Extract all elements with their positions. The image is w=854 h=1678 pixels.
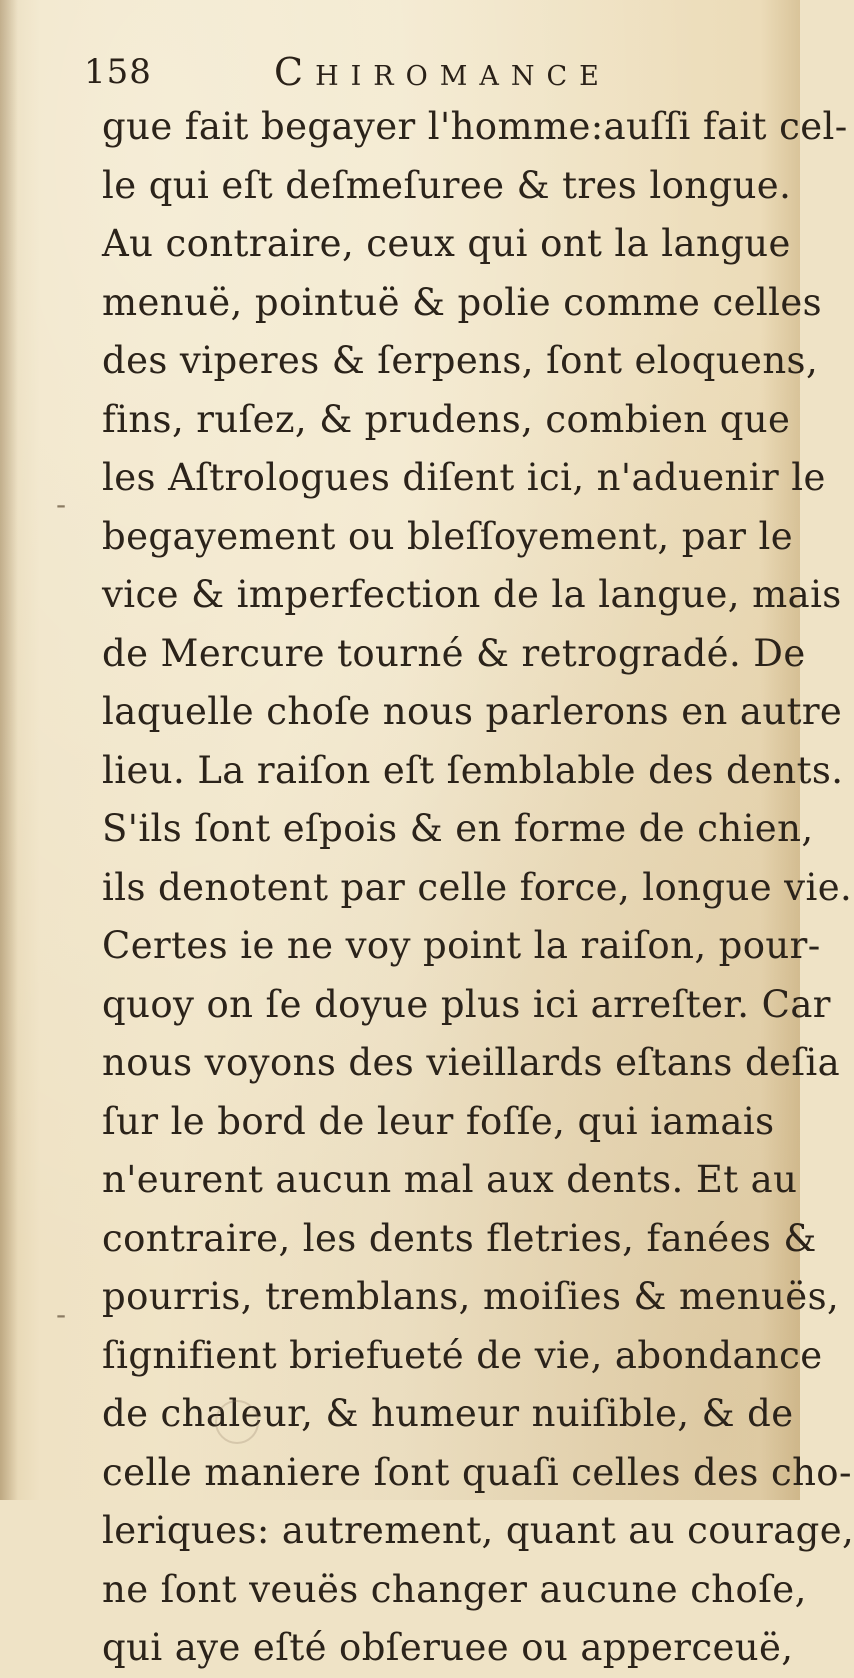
text-line: leriques: autrement, quant au courage, [102, 1509, 854, 1552]
page-number: 158 [84, 52, 152, 92]
text-line: Certes ie ne voy point la raiſon, pour- [102, 924, 821, 967]
text-line: les Aſtrologues diſent ici, n'aduenir le [102, 456, 826, 499]
text-line: contraire, les dents fletries, fanées & [102, 1216, 817, 1260]
text-line: le qui eſt deſmeſuree & tres longue. [102, 163, 792, 207]
gutter-shadow [0, 0, 18, 1500]
text-line: quoy on ſe doyue plus ici arreſter. Car [102, 982, 831, 1026]
text-line: ſignifient briefueté de vie, abondance [102, 1333, 823, 1377]
text-line: nous voyons des vieillards eſtans deſia [102, 1041, 841, 1084]
text-line: gue fait begayer l'homme:auſſi fait cel- [102, 105, 848, 148]
text-line: fins, ruſez, & prudens, combien que [102, 397, 791, 441]
text-line: Au contraire, ceux qui ont la langue [102, 222, 791, 265]
text-line: lieu. La raiſon eſt ſemblable des dents. [102, 748, 844, 792]
text-line: pourris, tremblans, moiſies & menuës, [102, 1275, 840, 1318]
text-line: des viperes & ſerpens, ſont eloquens, [102, 339, 819, 382]
text-line: n'eurent aucun mal aux dents. Et au [102, 1158, 798, 1201]
body-text [102, 98, 854, 1678]
text-line: S'ils ſont eſpois & en forme de chien, [102, 807, 814, 850]
text-line: de chaleur, & humeur nuiſible, & de [102, 1392, 794, 1435]
text-line: ſur le bord de leur foſſe, qui iamais [102, 1099, 775, 1143]
ink-bleed-mark [215, 1400, 259, 1444]
text-line: laquelle choſe nous parlerons en autre [102, 690, 843, 733]
text-line: vice & imperfection de la langue, mais [102, 573, 842, 616]
page-header [84, 50, 704, 100]
text-line: celle maniere ſont quaſi celles des cho- [102, 1450, 852, 1494]
margin-mark: - [56, 488, 67, 521]
text-line: qui aye eſté obſeruee ou apperceuë, [102, 1626, 794, 1669]
running-head: Chiromance [274, 50, 611, 94]
text-line: menuë, pointuë & polie comme celles [102, 280, 823, 324]
text-line: ils denotent par celle force, longue vie. [102, 865, 853, 909]
margin-mark: - [56, 1298, 67, 1331]
text-line: ne ſont veuës changer aucune choſe, [102, 1567, 807, 1611]
text-line: begayement ou bleſſoyement, par le [102, 514, 794, 558]
text-line: de Mercure tourné & retrogradé. De [102, 631, 806, 675]
